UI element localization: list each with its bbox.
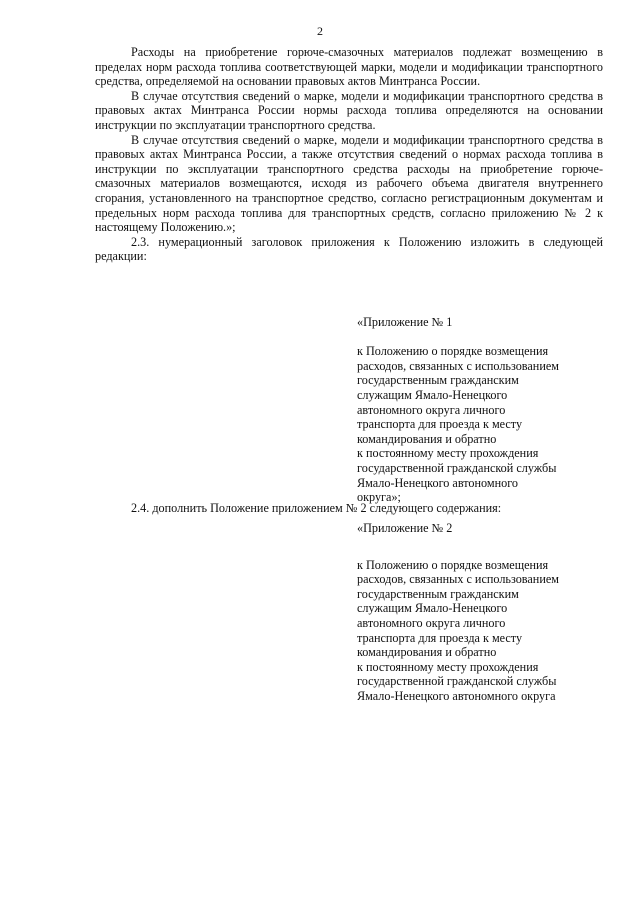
appendix-1-line: к Положению о порядке возмещения [357,344,549,359]
appendix-2-heading [357,521,607,704]
appendix-1-line: государственной гражданской службы [357,460,557,475]
paragraph-2-3: 2.3. нумерационный заголовок приложения к Положению изложить в следующей редакции: [95,234,603,264]
page-number: 2 [317,24,323,38]
appendix-2-line: командирования и обратно [357,645,497,660]
paragraph-2-4: 2.4. дополнить Положение приложением № 2 следующего содержания: [131,501,502,515]
appendix-2-line: к Положению о порядке возмещения [357,557,549,572]
appendix-1-line: Ямало-Ненецкого автономного [357,475,519,490]
appendix-2-line: транспорта для проезда к месту [357,630,523,645]
appendix-2-line: к постоянному месту прохождения [357,659,539,674]
appendix-2-title: «Приложение № 2 [357,521,453,535]
appendix-2-line: автономного округа личного [357,615,506,630]
body-text [95,45,603,264]
appendix-1-line: автономного округа личного [357,402,506,417]
appendix-1-heading [357,315,607,505]
appendix-2-description [357,558,607,704]
appendix-1-line: государственным гражданским [357,373,519,388]
appendix-1-line: командирования и обратно [357,431,497,446]
appendix-1-description [357,344,607,505]
appendix-1-line: расходов, связанных с использованием [357,358,559,373]
appendix-1-title: «Приложение № 1 [357,315,453,329]
appendix-1-line: транспорта для проезда к месту [357,417,523,432]
appendix-2-line: государственным гражданским [357,586,519,601]
appendix-2-line: расходов, связанных с использованием [357,572,559,587]
paragraph-missing-fuel-norms: В случае отсутствия сведений о марке, модели и модификации транспортного средства в правовых актах Минтранса России, а также отсутствия сведений о нормах расхода топлива в инструкции по эксплуатации транспортного средства расходы на приобретение горюче-смазочных материалов возмещаются, исходя из рабочего объема двигателя внутреннего сгорания, установленного на транспортное средство, согласно регистрационным документам и предельных норм расхода топлива для транспортных средств, согласно приложению № 2 к настоящему Положению.»; [95,132,603,235]
appendix-1-line: служащим Ямало-Ненецкого [357,387,508,402]
appendix-1-line: к постоянному месту прохождения [357,446,539,461]
paragraph-fuel-expenses: Расходы на приобретение горюче-смазочных материалов подлежат возмещению в пределах норм расхода топлива соответствующей марки, модели и модификации транспортного средства, определяемой на основании правовых актов Минтранса России. [95,45,603,89]
appendix-1-line: округа»; [357,490,401,505]
appendix-2-line: служащим Ямало-Ненецкого [357,601,508,616]
appendix-2-line: Ямало-Ненецкого автономного округа [357,688,556,703]
paragraph-missing-model-info: В случае отсутствия сведений о марке, модели и модификации транспортного средства в правовых актах Минтранса России нормы расхода топлива определяются на основании инструкции по эксплуатации транспортного средства. [95,88,603,132]
appendix-2-line: государственной гражданской службы [357,674,557,689]
